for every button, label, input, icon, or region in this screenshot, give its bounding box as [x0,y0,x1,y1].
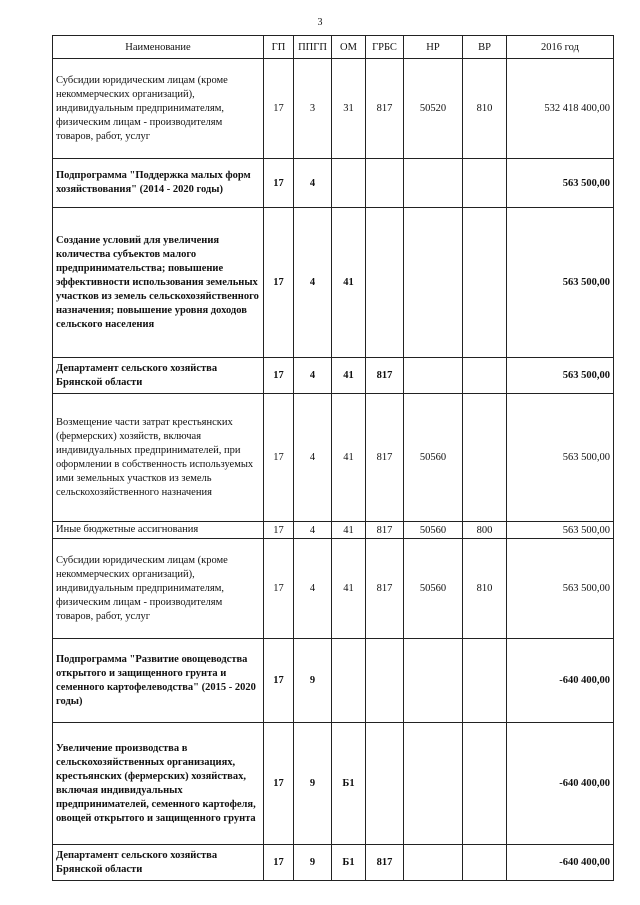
row-gp: 17 [264,208,294,358]
row-nr [404,845,463,881]
row-gp: 17 [264,522,294,539]
row-grbs: 817 [366,845,404,881]
row-ppgp: 4 [294,394,332,522]
table-row [53,59,614,159]
row-sum: 563 500,00 [507,522,614,539]
row-name: Подпрограмма "Развитие овощеводства открытого и защищенного грунта и семенного картофелеводства" (2015 - 2020 годы) [53,639,264,723]
row-sum: -640 400,00 [507,723,614,845]
row-vr: 810 [463,59,507,159]
row-nr: 50560 [404,394,463,522]
row-name: Субсидии юридическим лицам (кроме некоммерческих организаций), индивидуальным предпринимателям, физическим лицам - производителям товаров, работ, услуг [53,59,264,159]
row-nr [404,208,463,358]
row-ppgp: 4 [294,522,332,539]
row-sum: -640 400,00 [507,845,614,881]
row-grbs [366,639,404,723]
row-ppgp: 4 [294,159,332,208]
row-sum: 532 418 400,00 [507,59,614,159]
table-row [53,539,614,639]
row-name: Возмещение части затрат крестьянских (фермерских) хозяйств, включая индивидуальных предпринимателей, при оформлении в собственность используемых ими земельных участков из земель сельскохозяйственного назначения [53,394,264,522]
header-grbs: ГРБС [366,36,404,59]
row-name: Создание условий для увеличения количества субъектов малого предпринимательства; повышение эффективности использования земельных участков из земель сельскохозяйственного назначения; повышение уровня доходов сельского населения [53,208,264,358]
row-nr: 50560 [404,522,463,539]
row-name: Департамент сельского хозяйства Брянской области [53,358,264,394]
row-gp: 17 [264,845,294,881]
row-nr [404,723,463,845]
table-row [53,394,614,522]
header-name: Наименование [53,36,264,59]
row-ppgp: 4 [294,539,332,639]
row-sum: 563 500,00 [507,358,614,394]
row-ppgp: 3 [294,59,332,159]
header-year: 2016 год [507,36,614,59]
row-name: Субсидии юридическим лицам (кроме некоммерческих организаций), индивидуальным предпринимателям, физическим лицам - производителям товаров, работ, услуг [53,539,264,639]
row-gp: 17 [264,159,294,208]
row-name: Подпрограмма "Поддержка малых форм хозяйствования" (2014 - 2020 годы) [53,159,264,208]
row-om: 41 [332,358,366,394]
row-grbs: 817 [366,59,404,159]
row-grbs [366,159,404,208]
row-ppgp: 4 [294,358,332,394]
row-ppgp: 4 [294,208,332,358]
row-vr: 800 [463,522,507,539]
page-number: 3 [317,17,323,28]
row-gp: 17 [264,358,294,394]
row-sum: 563 500,00 [507,208,614,358]
table-row [53,358,614,394]
row-om [332,159,366,208]
row-gp: 17 [264,59,294,159]
row-nr [404,358,463,394]
row-grbs: 817 [366,539,404,639]
row-name: Департамент сельского хозяйства Брянской области [53,845,264,881]
row-om: 41 [332,522,366,539]
row-name: Увеличение производства в сельскохозяйственных организациях, крестьянских (фермерских) хозяйствах, включая индивидуальных предпринимателей, семенного картофеля, овощей открытого и защищенного грунта [53,723,264,845]
header-om: ОМ [332,36,366,59]
row-vr [463,639,507,723]
row-om: 31 [332,59,366,159]
header-vr: ВР [463,36,507,59]
table-row [53,159,614,208]
row-vr [463,159,507,208]
header-ppgp: ППГП [294,36,332,59]
row-vr [463,394,507,522]
row-om: Б1 [332,723,366,845]
budget-table [52,35,614,881]
row-grbs [366,208,404,358]
table-row [53,723,614,845]
row-grbs: 817 [366,358,404,394]
row-ppgp: 9 [294,723,332,845]
row-gp: 17 [264,639,294,723]
row-nr: 50520 [404,59,463,159]
row-gp: 17 [264,394,294,522]
header-nr: НР [404,36,463,59]
row-nr [404,159,463,208]
row-ppgp: 9 [294,845,332,881]
row-om: 41 [332,394,366,522]
row-grbs [366,723,404,845]
row-vr [463,358,507,394]
row-om: Б1 [332,845,366,881]
row-name: Иные бюджетные ассигнования [53,522,264,539]
row-gp: 17 [264,723,294,845]
row-om [332,639,366,723]
row-gp: 17 [264,539,294,639]
row-nr: 50560 [404,539,463,639]
row-om: 41 [332,208,366,358]
row-vr [463,723,507,845]
table-row [53,208,614,358]
row-vr [463,845,507,881]
row-grbs: 817 [366,394,404,522]
row-ppgp: 9 [294,639,332,723]
table-row [53,845,614,881]
header-gp: ГП [264,36,294,59]
header-row [53,36,614,59]
row-sum: 563 500,00 [507,539,614,639]
table-row [53,522,614,539]
row-om: 41 [332,539,366,639]
row-vr: 810 [463,539,507,639]
row-sum: 563 500,00 [507,394,614,522]
row-sum: -640 400,00 [507,639,614,723]
table-row [53,639,614,723]
row-nr [404,639,463,723]
row-vr [463,208,507,358]
row-grbs: 817 [366,522,404,539]
row-sum: 563 500,00 [507,159,614,208]
